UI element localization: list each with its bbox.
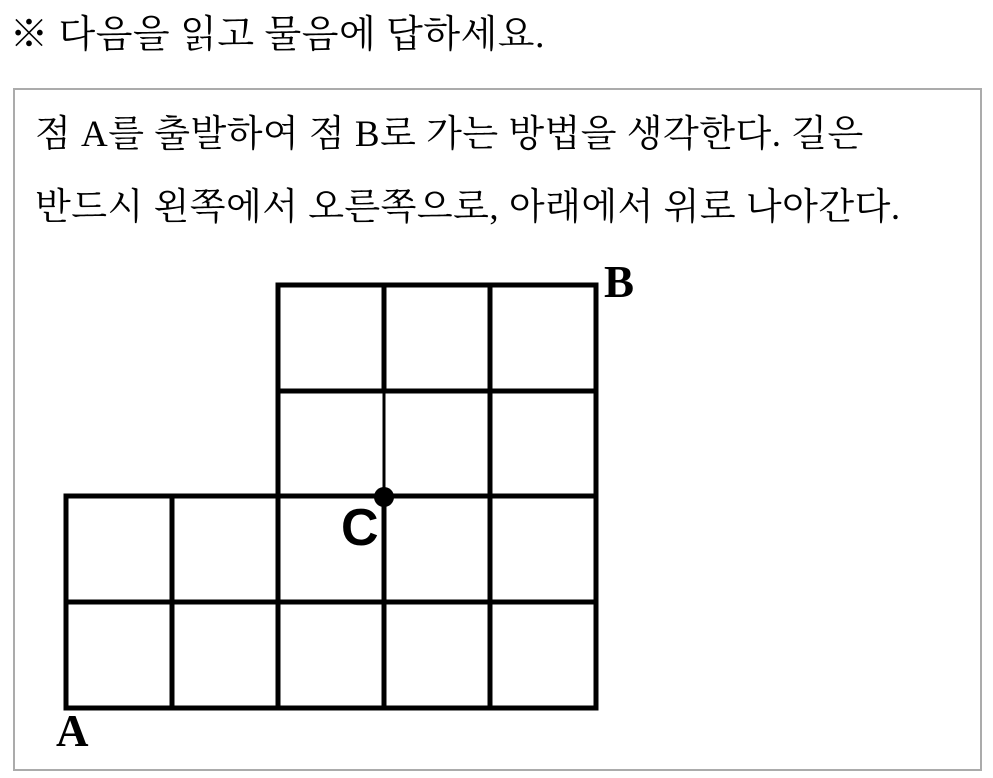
point-label-c: C [341,499,379,557]
instruction-heading: ※ 다음을 읽고 물음에 답하세요. [10,14,545,56]
point-label-b: B [604,257,635,307]
problem-statement [35,98,901,244]
point-label-a: A [56,706,89,756]
problem-text-line-2: 반드시 왼쪽에서 오른쪽으로, 아래에서 위로 나아간다. [35,187,901,228]
problem-text-line-1: 점 A를 출발하여 점 B로 가는 방법을 생각한다. 길은 [35,114,864,155]
path-grid-figure [40,255,660,770]
